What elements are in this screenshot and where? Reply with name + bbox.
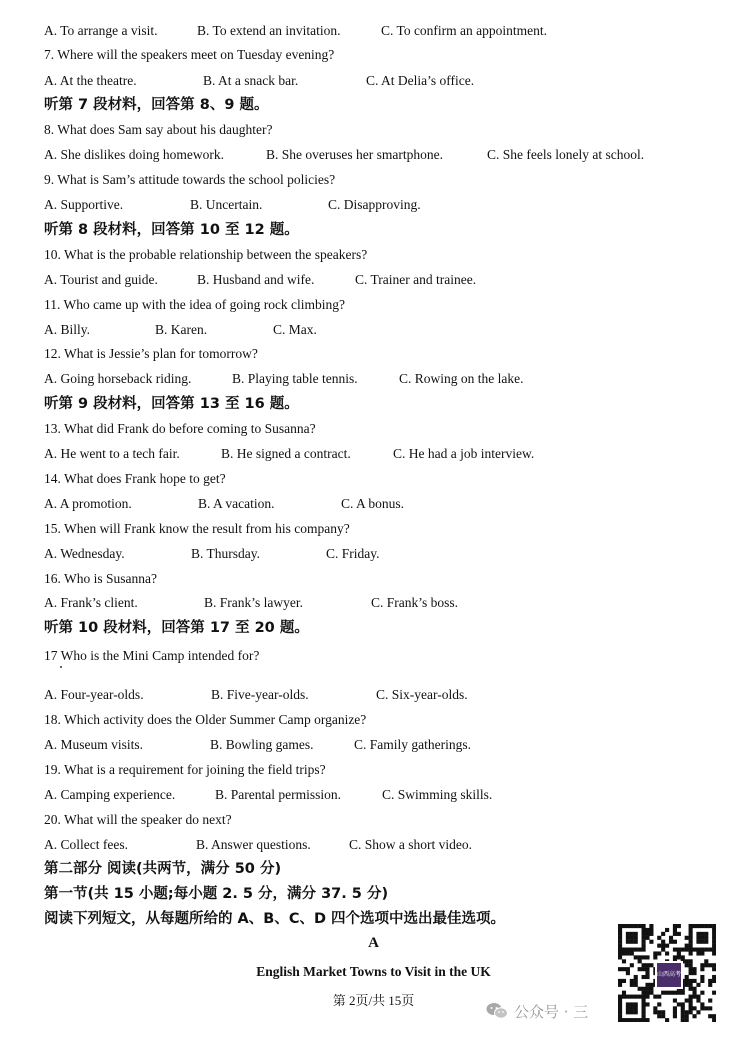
section-heading: 听第 10 段材料，回答第 17 至 20 题。 [44, 620, 309, 636]
question-text: 19. What is a requirement for joining the field trips? [44, 762, 326, 777]
answer-option: A. At the theatre. [44, 73, 137, 88]
answer-option: C. Friday. [326, 546, 380, 561]
answer-option: A. Four-year-olds. [44, 687, 144, 702]
watermark-text: 公众号 · 三 [514, 1002, 589, 1021]
answer-option: B. To extend an invitation. [197, 23, 341, 38]
section-heading: 第二部分 阅读(共两节，满分 50 分) [44, 861, 282, 877]
answer-option: A. Collect fees. [44, 837, 128, 852]
qr-logo: 山西高考 [655, 961, 683, 989]
answer-option: A. Camping experience. [44, 787, 176, 802]
answer-option: A. A promotion. [44, 496, 132, 511]
answer-option: B. Parental permission. [215, 787, 341, 802]
answer-option: A. Tourist and guide. [44, 272, 158, 287]
answer-option: A. Supportive. [44, 197, 124, 212]
question-text: 10. What is the probable relationship between the speakers? [44, 247, 368, 262]
answer-option: C. At Delia’s office. [366, 73, 475, 88]
question-text: 16. Who is Susanna? [44, 571, 157, 586]
answer-option: A. Wednesday. [44, 546, 125, 561]
watermark [486, 999, 588, 1023]
answer-option: B. Playing table tennis. [232, 371, 358, 386]
answer-option: B. Five-year-olds. [211, 687, 309, 702]
question-text: 15. When will Frank know the result from his company? [44, 521, 350, 536]
answer-option: C. To confirm an appointment. [381, 23, 548, 38]
stray-dot [60, 666, 62, 668]
answer-option: A. She dislikes doing homework. [44, 147, 224, 162]
question-text: 14. What does Frank hope to get? [44, 471, 226, 486]
question-text: 20. What will the speaker do next? [44, 812, 232, 827]
page-number: 第 2页/共 15页 [332, 993, 415, 1008]
question-text: 13. What did Frank do before coming to Susanna? [44, 421, 316, 436]
answer-option: A. Museum visits. [44, 737, 144, 752]
answer-option: C. A bonus. [341, 496, 405, 511]
section-heading: 第一节(共 15 小题;每小题 2. 5 分，满分 37. 5 分) [44, 886, 389, 902]
answer-option: B. A vacation. [198, 496, 275, 511]
question-text: 12. What is Jessie’s plan for tomorrow? [44, 346, 258, 361]
section-heading: 听第 9 段材料，回答第 13 至 16 题。 [44, 396, 299, 412]
passage-letter: A [368, 935, 379, 951]
answer-option: B. Uncertain. [190, 197, 263, 212]
answer-option: C. She feels lonely at school. [487, 147, 645, 162]
answer-option: C. Show a short video. [349, 837, 472, 852]
answer-option: C. Rowing on the lake. [399, 371, 524, 386]
answer-option: C. Frank’s boss. [371, 595, 459, 610]
answer-option: C. Swimming skills. [382, 787, 493, 802]
answer-option: C. Disapproving. [328, 197, 421, 212]
question-text: 18. Which activity does the Older Summer Camp organize? [44, 712, 367, 727]
question-text: 7. Where will the speakers meet on Tuesday evening? [44, 47, 335, 62]
answer-option: B. Answer questions. [196, 837, 311, 852]
section-heading: 听第 8 段材料，回答第 10 至 12 题。 [44, 222, 299, 238]
answer-option: A. Going horseback riding. [44, 371, 192, 386]
answer-option: B. She overuses her smartphone. [266, 147, 443, 162]
question-text: 11. Who came up with the idea of going rock climbing? [44, 297, 346, 312]
wechat-icon [486, 1002, 508, 1020]
answer-option: B. Karen. [155, 322, 208, 337]
section-heading: 阅读下列短文，从每题所给的 A、B、C、D 四个选项中选出最佳选项。 [44, 911, 506, 927]
qr-code[interactable] [618, 924, 716, 1022]
question-text: 17 Who is the Mini Camp intended for? [44, 648, 260, 663]
answer-option: A. To arrange a visit. [44, 23, 158, 38]
answer-option: B. Frank’s lawyer. [204, 595, 303, 610]
answer-option: C. Trainer and trainee. [355, 272, 477, 287]
answer-option: C. He had a job interview. [393, 446, 535, 461]
answer-option: A. Frank’s client. [44, 595, 138, 610]
passage-title: English Market Towns to Visit in the UK [256, 964, 491, 979]
answer-option: B. Bowling games. [210, 737, 314, 752]
answer-option: C. Six-year-olds. [376, 687, 468, 702]
answer-option: A. He went to a tech fair. [44, 446, 180, 461]
answer-option: B. Husband and wife. [197, 272, 315, 287]
answer-option: B. He signed a contract. [221, 446, 351, 461]
answer-option: C. Max. [273, 322, 317, 337]
answer-option: B. At a snack bar. [203, 73, 299, 88]
question-text: 8. What does Sam say about his daughter? [44, 122, 273, 137]
section-heading: 听第 7 段材料，回答第 8、9 题。 [44, 97, 269, 113]
answer-option: A. Billy. [44, 322, 91, 337]
question-text: 9. What is Sam’s attitude towards the school policies? [44, 172, 336, 187]
answer-option: C. Family gatherings. [354, 737, 471, 752]
answer-option: B. Thursday. [191, 546, 260, 561]
